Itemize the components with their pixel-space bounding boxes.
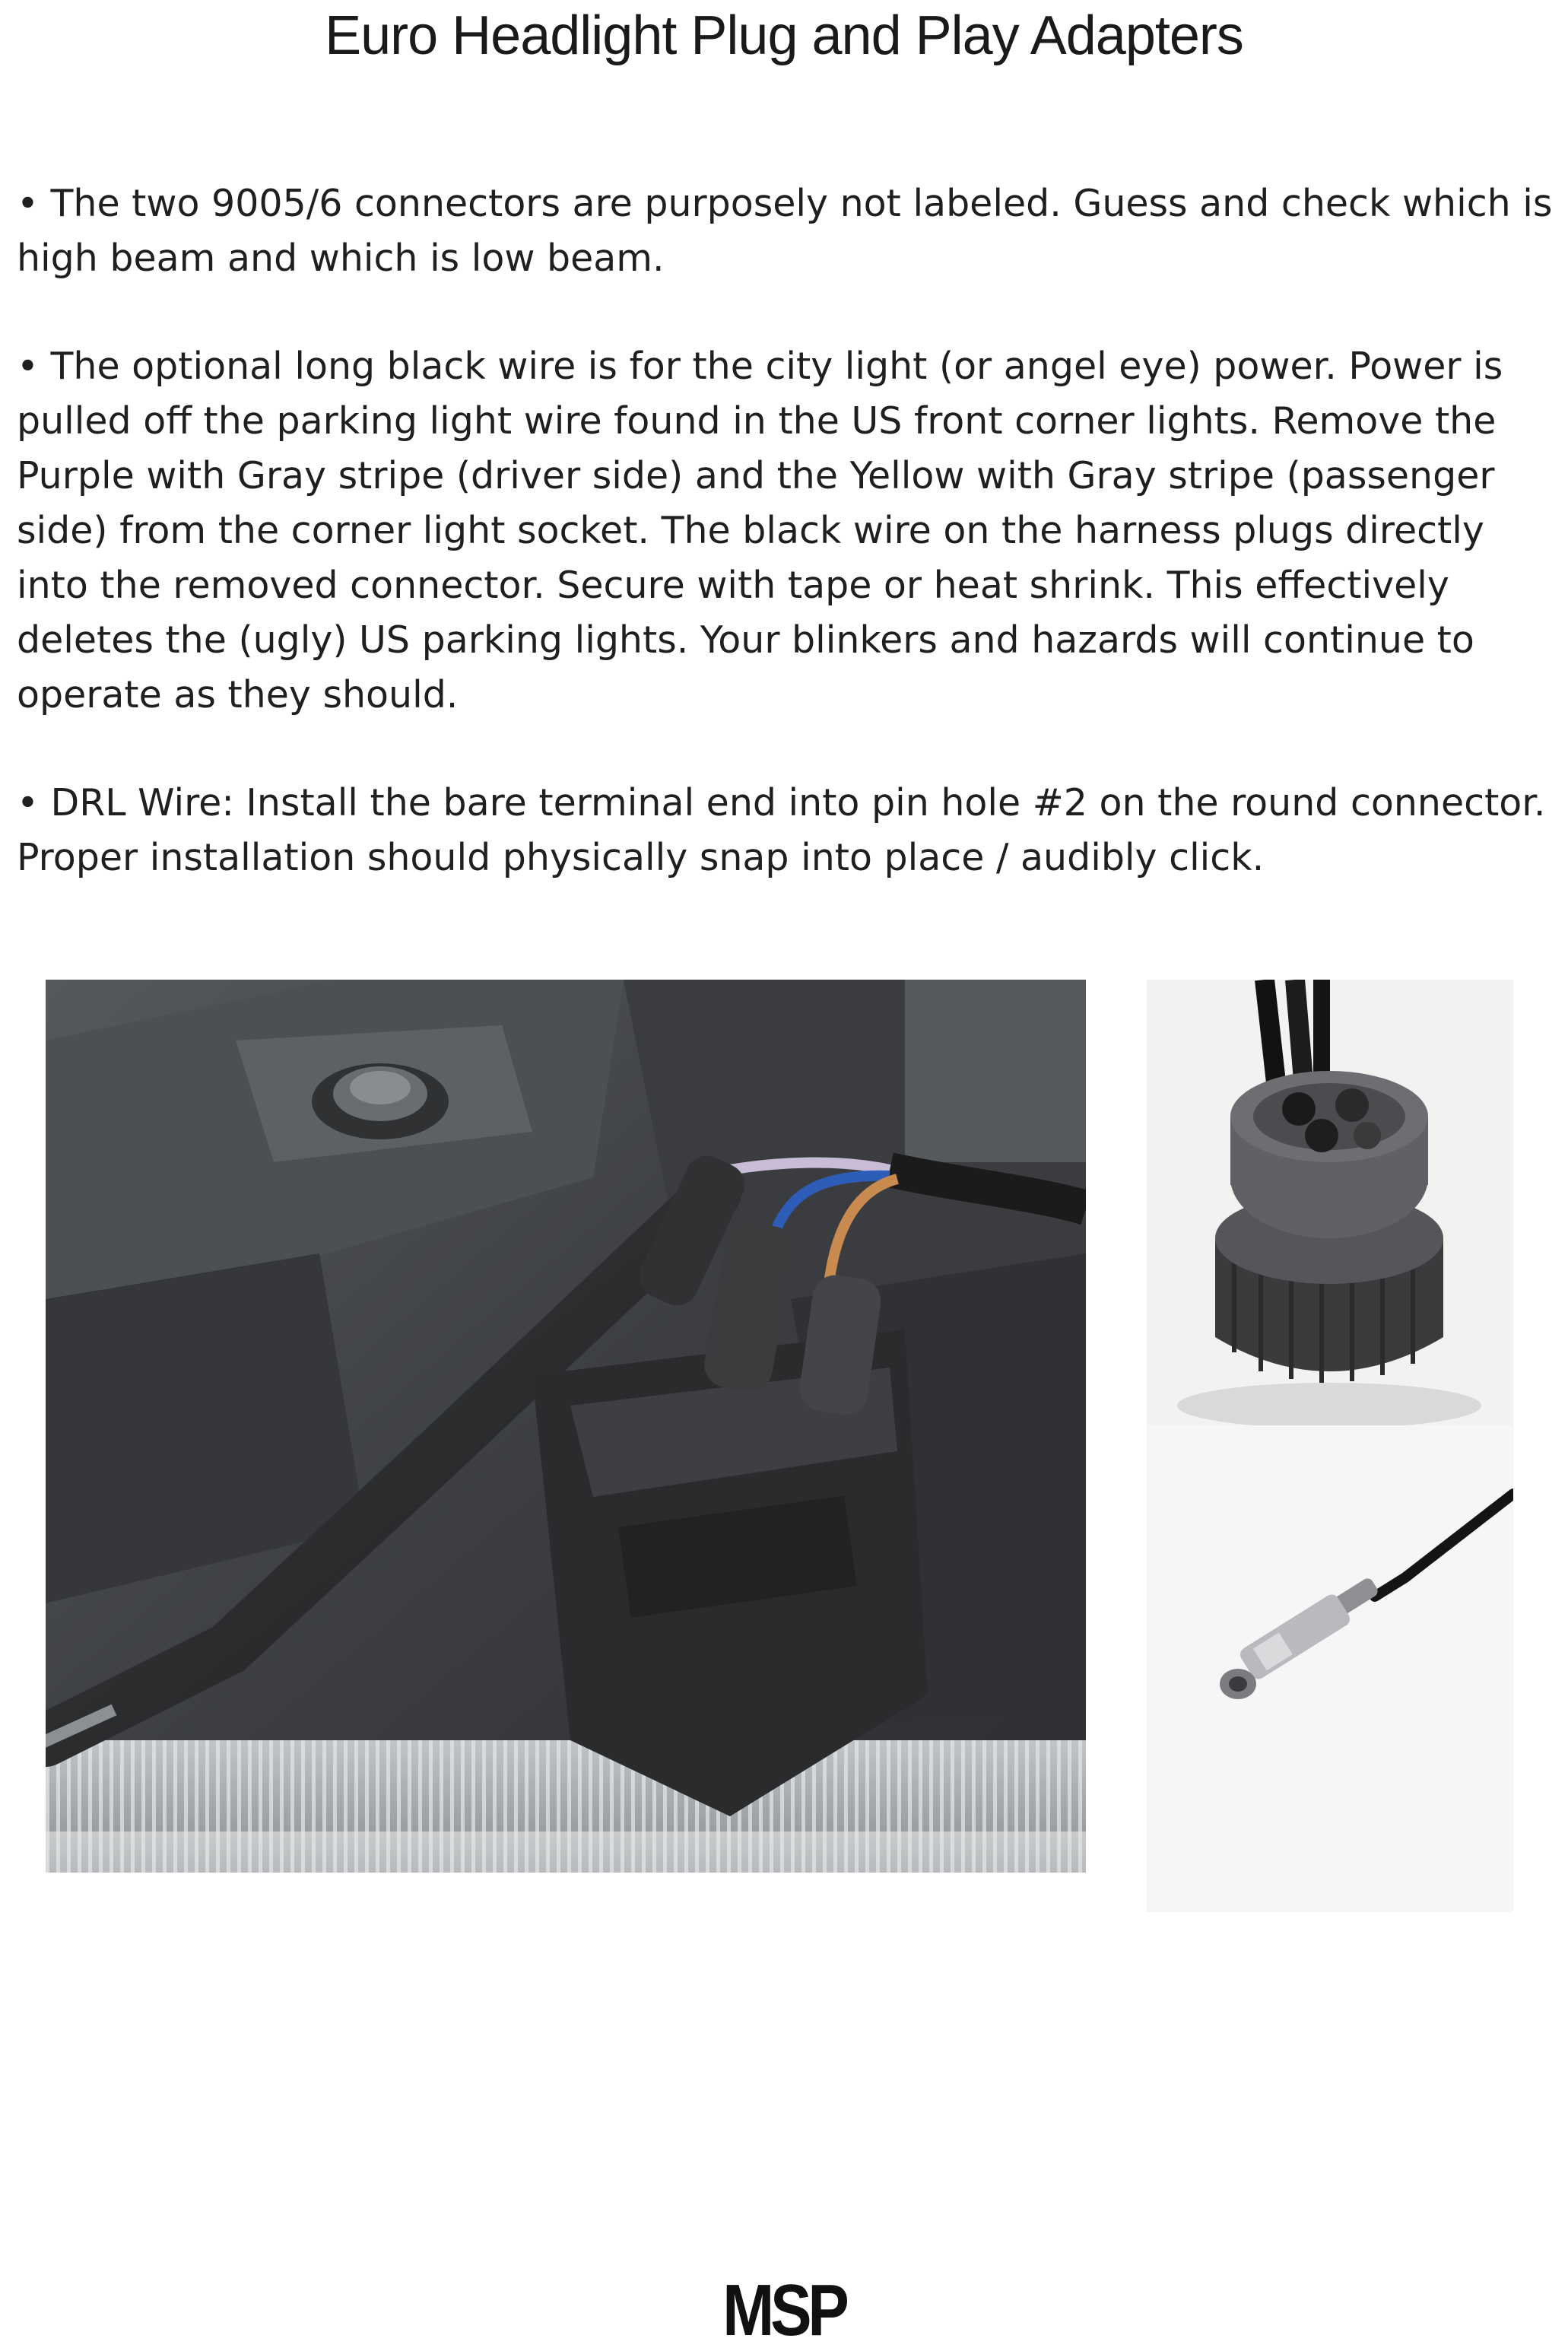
bullet-connectors-note: • The two 9005/6 connectors are purposely not labeled. Guess and check which is high beam and which is low beam. <box>17 182 1553 280</box>
photo-round-connector <box>1147 980 1513 1425</box>
bullet-city-light-note: • The optional long black wire is for the city light (or angel eye) power. Power is pulled off the parking light wire found in the US front corner lights. Remove the Purple with Gray stripe (driver side) and the Yellow with Gray stripe (passenger side) from the corner light socket. The black wire on the harness plugs directly into the removed connector. Secure with tape or heat shrink. This effectively deletes the (ugly) US parking lights. Your blinkers and hazards will continue to operate as they should. <box>17 345 1503 716</box>
page-title: Euro Headlight Plug and Play Adapters <box>325 5 1243 66</box>
msp-logo: MSP <box>722 2270 846 2351</box>
instructions-list <box>17 176 1560 885</box>
photo-drl-terminal <box>1147 1425 1513 1912</box>
bullet-drl-wire-note: • DRL Wire: Install the bare terminal end into pin hole #2 on the round connector. Proper installation should physically snap into place / audibly click. <box>17 781 1546 879</box>
photo-installed-connector <box>46 980 1086 1873</box>
